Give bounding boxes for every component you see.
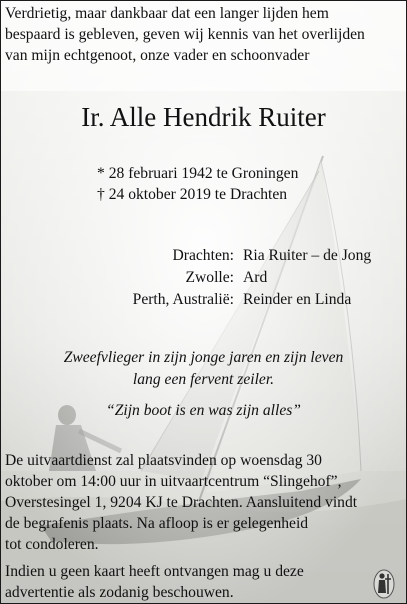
relative-names: Ard — [243, 269, 268, 286]
intro-line: van mijn echtgenoot, onze vader en schoonvader — [5, 47, 310, 64]
relative-place: Zwolle: — [185, 269, 234, 286]
relative-place: Perth, Australië: — [132, 291, 234, 308]
relative-row — [1, 245, 406, 267]
relative-names: Reinder en Linda — [243, 291, 352, 308]
quote-line: lang een fervent zeiler. — [132, 371, 275, 388]
intro-text — [5, 3, 365, 66]
relative-names: Ria Ruiter – de Jong — [243, 247, 372, 264]
service-line: de begrafenis plaats. Na afloop is er gelegenheid — [5, 515, 309, 532]
figure-with-cross-emblem-icon — [373, 569, 395, 599]
relative-row — [1, 267, 406, 289]
motto: “Zijn boot is en was zijn alles” — [106, 402, 301, 419]
service-line: tot condoleren. — [5, 536, 99, 553]
service-line: De uitvaartdienst zal plaatsvinden op woensdag 30 — [5, 452, 322, 469]
service-line: Overstesingel 1, 9204 KJ te Drachten. Aansluitend vindt — [5, 494, 358, 511]
card-notice — [5, 561, 304, 603]
quote-line: Zweefvlieger in zijn jonge jaren en zijn leven — [63, 349, 344, 366]
life-dates — [97, 163, 298, 205]
death-date: † 24 oktober 2019 te Drachten — [97, 186, 288, 203]
birth-date: * 28 februari 1942 te Groningen — [97, 165, 299, 182]
relative-row — [1, 289, 406, 311]
intro-line: bespaard is gebleven, geven wij kennis van het overlijden — [5, 26, 365, 43]
relative-place: Drachten: — [172, 247, 234, 264]
card-line: advertentie als zodanig beschouwen. — [5, 584, 234, 601]
service-details — [5, 450, 357, 555]
intro-line: Verdrietig, maar dankbaar dat een langer lijden hem — [5, 5, 329, 22]
deceased-name: Ir. Alle Hendrik Ruiter — [81, 102, 326, 132]
card-line: Indien u geen kaart heeft ontvangen mag u deze — [5, 563, 304, 580]
life-quote — [1, 347, 406, 391]
service-line: oktober om 14:00 uur in uitvaartcentrum “Slingehof”, — [5, 473, 342, 490]
